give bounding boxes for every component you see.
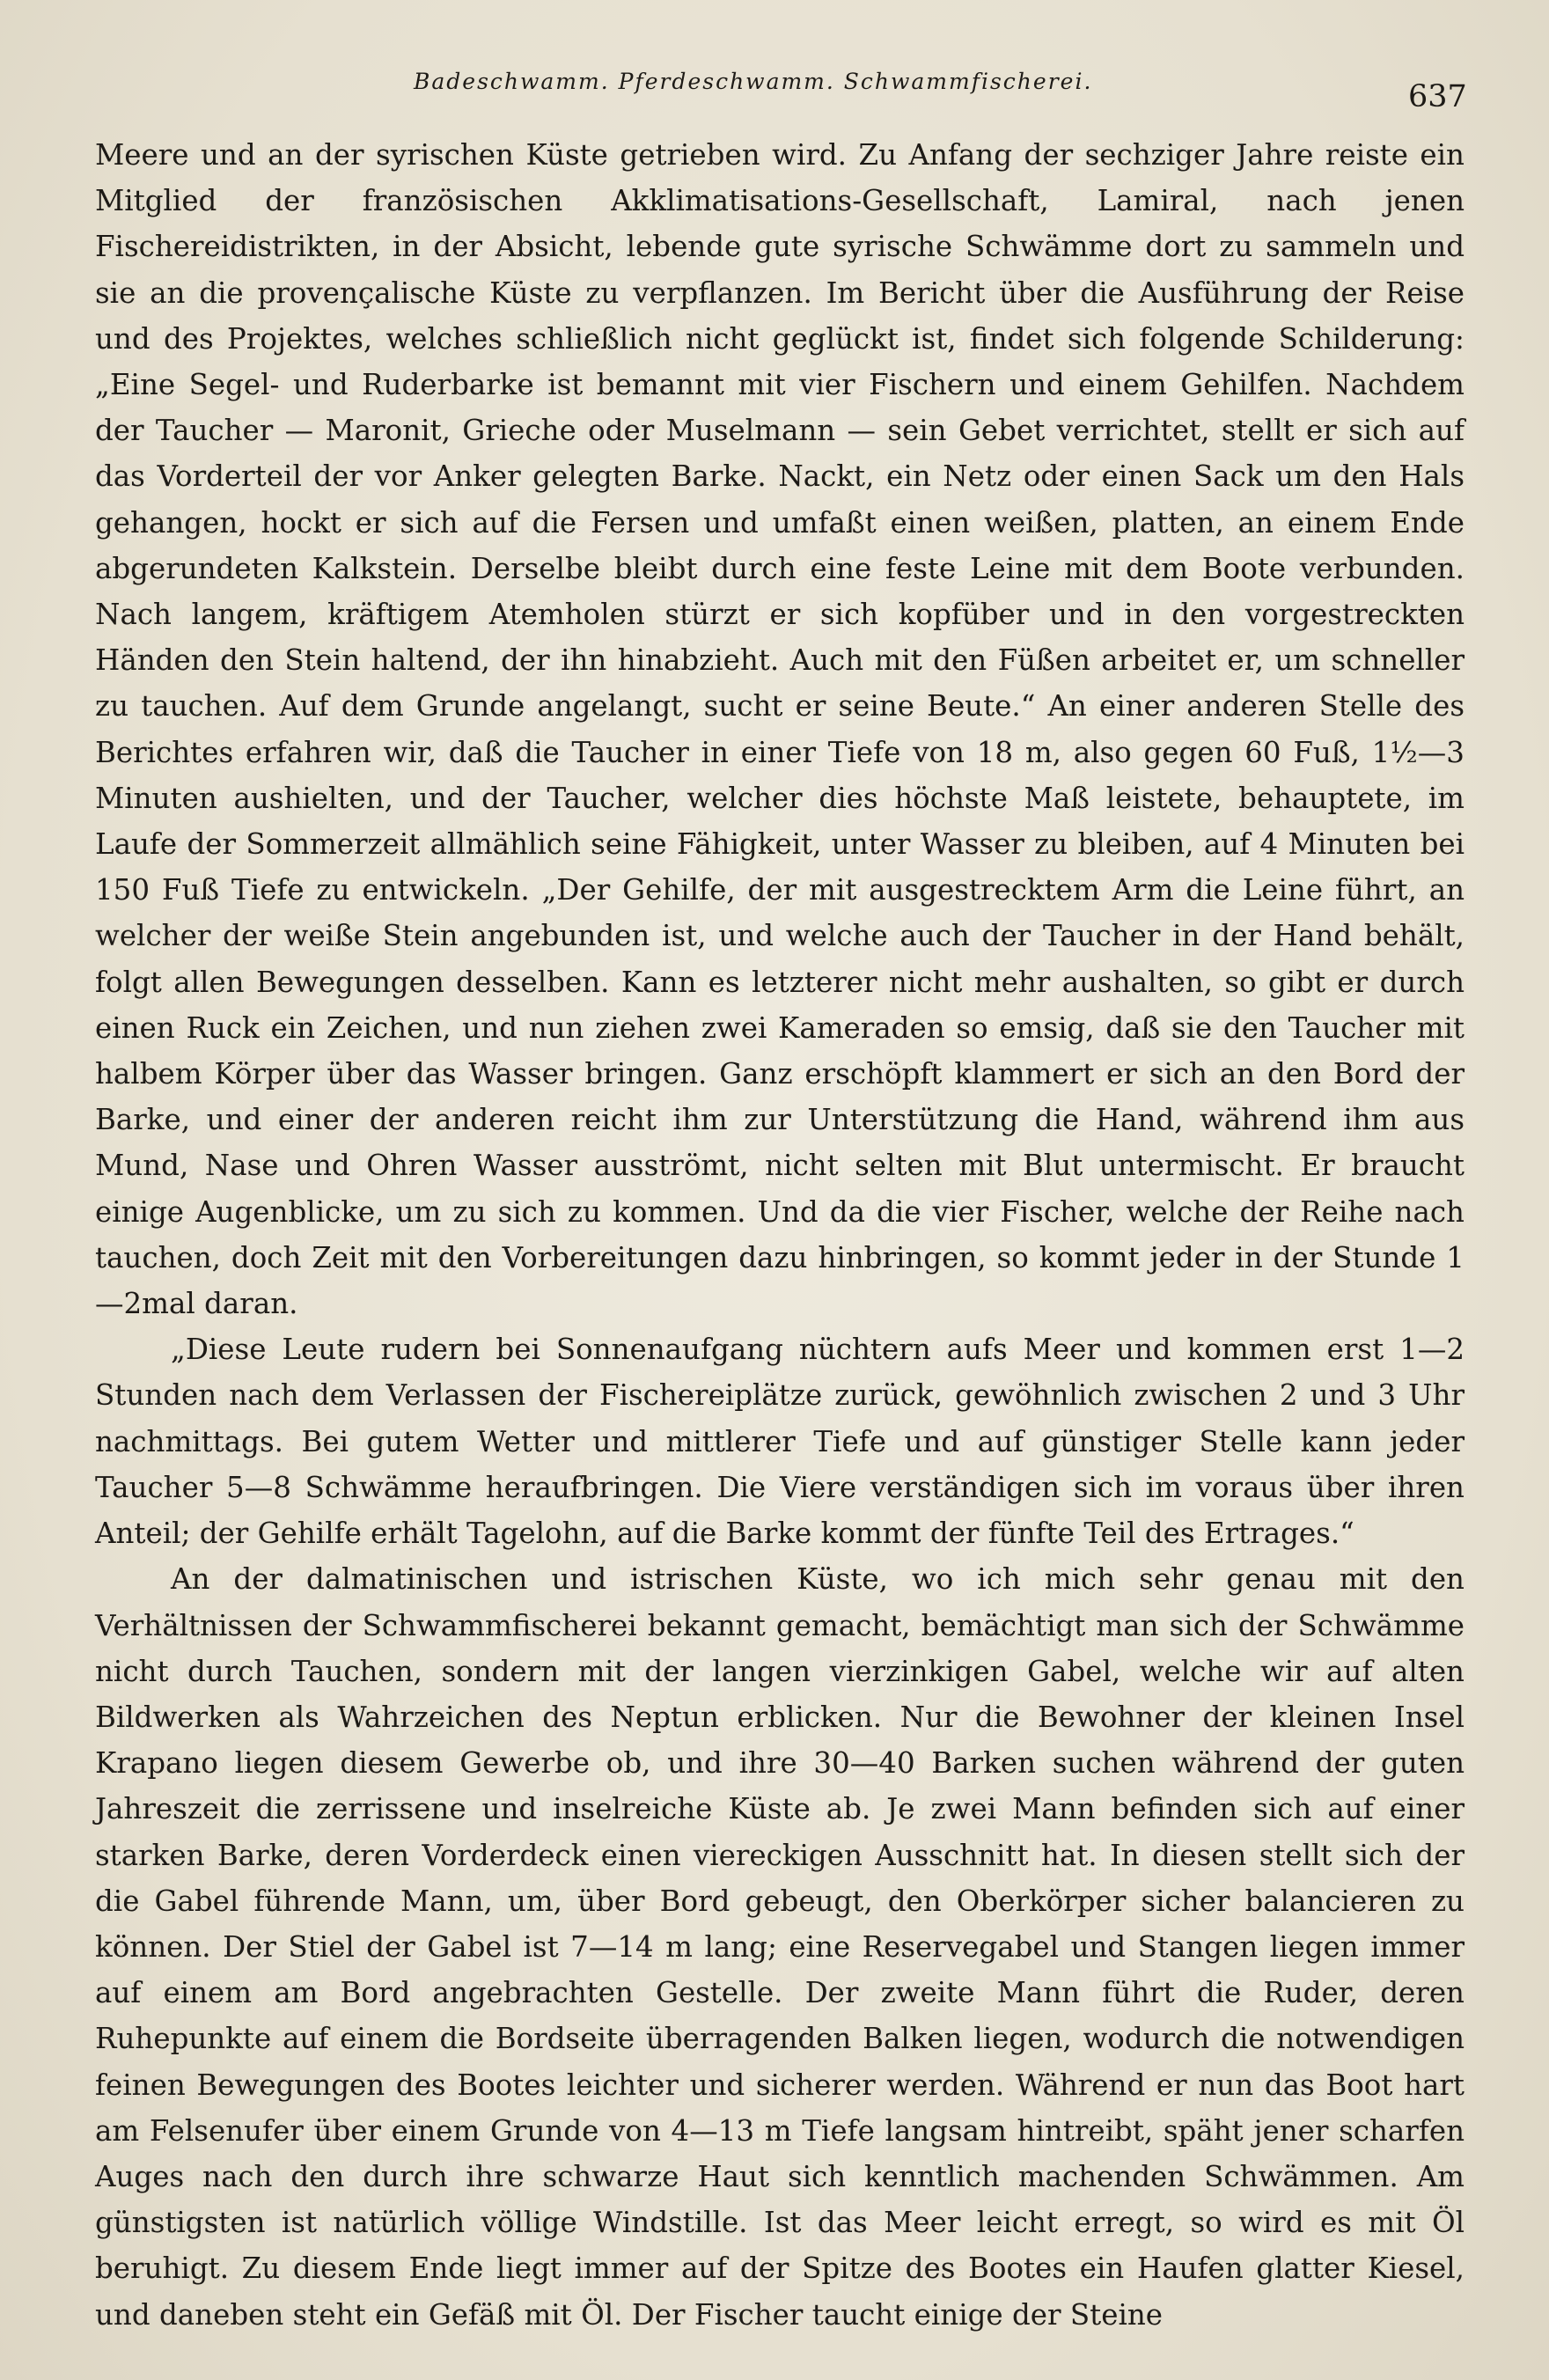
page-header	[0, 62, 1549, 114]
paragraph-dalmatian-coast: An der dalmatinischen und istrischen Küste, wo ich mich sehr genau mit den Verhältnissen der Schwammfischerei bekannt gemacht, bemächtigt man sich der Schwämme nicht durch Tauchen, sondern mit der langen vierzinkigen Gabel, welche wir auf alten Bildwerken als Wahrzeichen des Neptun erblicken. Nur die Bewohner der kleinen Insel Krapano liegen diesem Gewerbe ob, und ihre 30—40 Barken suchen während der guten Jahreszeit die zerrissene und inselreiche Küste ab. Je zwei Mann befinden sich auf einer starken Barke, deren Vorderdeck einen viereckigen Ausschnitt hat. In diesen stellt sich der die Gabel führende Mann, um, über Bord gebeugt, den Oberkörper sicher balancieren zu können. Der Stiel der Gabel ist 7—14 m lang; eine Reservegabel und Stangen liegen immer auf einem am Bord angebrachten Gestelle. Der zweite Mann führt die Ruder, deren Ruhepunkte auf einem die Bordseite überragenden Balken liegen, wodurch die notwendigen feinen Bewegungen des Bootes leichter und sicherer werden. Während er nun das Boot hart am Felsenufer über einem Grunde von 4—13 m Tiefe langsam hintreibt, späht jener scharfen Auges nach den durch ihre schwarze Haut sich kenntlich machenden Schwämmen. Am günstigsten ist natürlich völlige Windstille. Ist das Meer leicht erregt, so wird es mit Öl beruhigt. Zu diesem Ende liegt immer auf der Spitze des Bootes ein Haufen glatter Kiesel, und daneben steht ein Gefäß mit Öl. Der Fischer taucht einige der Steine	[95, 1562, 1465, 2332]
body-text	[95, 132, 1465, 2338]
page-number: 637	[1408, 79, 1467, 114]
paragraph-quote: „Diese Leute rudern bei Sonnenaufgang nüchtern aufs Meer und kommen erst 1—2 Stunden nach dem Verlassen der Fischereiplätze zurück, gewöhnlich zwischen 2 und 3 Uhr nachmittags. Bei gutem Wetter und mittlerer Tiefe und auf günstiger Stelle kann jeder Taucher 5—8 Schwämme heraufbringen. Die Viere verständigen sich im voraus über ihren Anteil; der Gehilfe erhält Tagelohn, auf die Barke kommt der fünfte Teil des Ertrages.“	[95, 1333, 1465, 1551]
running-head: Badeschwamm. Pferdeschwamm. Schwammfischerei.	[414, 69, 1093, 94]
paragraph-continued: Meere und an der syrischen Küste getrieben wird. Zu Anfang der sechziger Jahre reiste ein Mitglied der französischen Akklimatisations-Gesellschaft, Lamiral, nach jenen Fischereidistrikten, in der Absicht, lebende gute syrische Schwämme dort zu sammeln und sie an die provençalische Küste zu verpflanzen. Im Bericht über die Ausführung der Reise und des Projektes, welches schließlich nicht geglückt ist, findet sich folgende Schilderung: „Eine Segel- und Ruderbarke ist bemannt mit vier Fischern und einem Gehilfen. Nachdem der Taucher — Maronit, Grieche oder Muselmann — sein Gebet verrichtet, stellt er sich auf das Vorderteil der vor Anker gelegten Barke. Nackt, ein Netz oder einen Sack um den Hals gehangen, hockt er sich auf die Fersen und umfaßt einen weißen, platten, an einem Ende abgerundeten Kalkstein. Derselbe bleibt durch eine feste Leine mit dem Boote verbunden. Nach langem, kräftigem Atemholen stürzt er sich kopfüber und in den vorgestreckten Händen den Stein haltend, der ihn hinabzieht. Auch mit den Füßen arbeitet er, um schneller zu tauchen. Auf dem Grunde angelangt, sucht er seine Beute.“ An einer anderen Stelle des Berichtes erfahren wir, daß die Taucher in einer Tiefe von 18 m, also gegen 60 Fuß, 1½—3 Minuten aushielten, und der Taucher, welcher dies höchste Maß leistete, behauptete, im Laufe der Sommerzeit allmählich seine Fähigkeit, unter Wasser zu bleiben, auf 4 Minuten bei 150 Fuß Tiefe zu entwickeln. „Der Gehilfe, der mit ausgestrecktem Arm die Leine führt, an welcher der weiße Stein angebunden ist, und welche auch der Taucher in der Hand behält, folgt allen Bewegungen desselben. Kann es letzterer nicht mehr aushalten, so gibt er durch einen Ruck ein Zeichen, und nun ziehen zwei Kameraden so emsig, daß sie den Taucher mit halbem Körper über das Wasser bringen. Ganz erschöpft klammert er sich an den Bord der Barke, und einer der anderen reicht ihm zur Unterstützung die Hand, während ihm aus Mund, Nase und Ohren Wasser ausströmt, nicht selten mit Blut untermischt. Er braucht einige Augenblicke, um zu sich zu kommen. Und da die vier Fischer, welche der Reihe nach tauchen, doch Zeit mit den Vorbereitungen dazu hinbringen, so kommt jeder in der Stunde 1—2mal daran.	[95, 138, 1465, 1321]
